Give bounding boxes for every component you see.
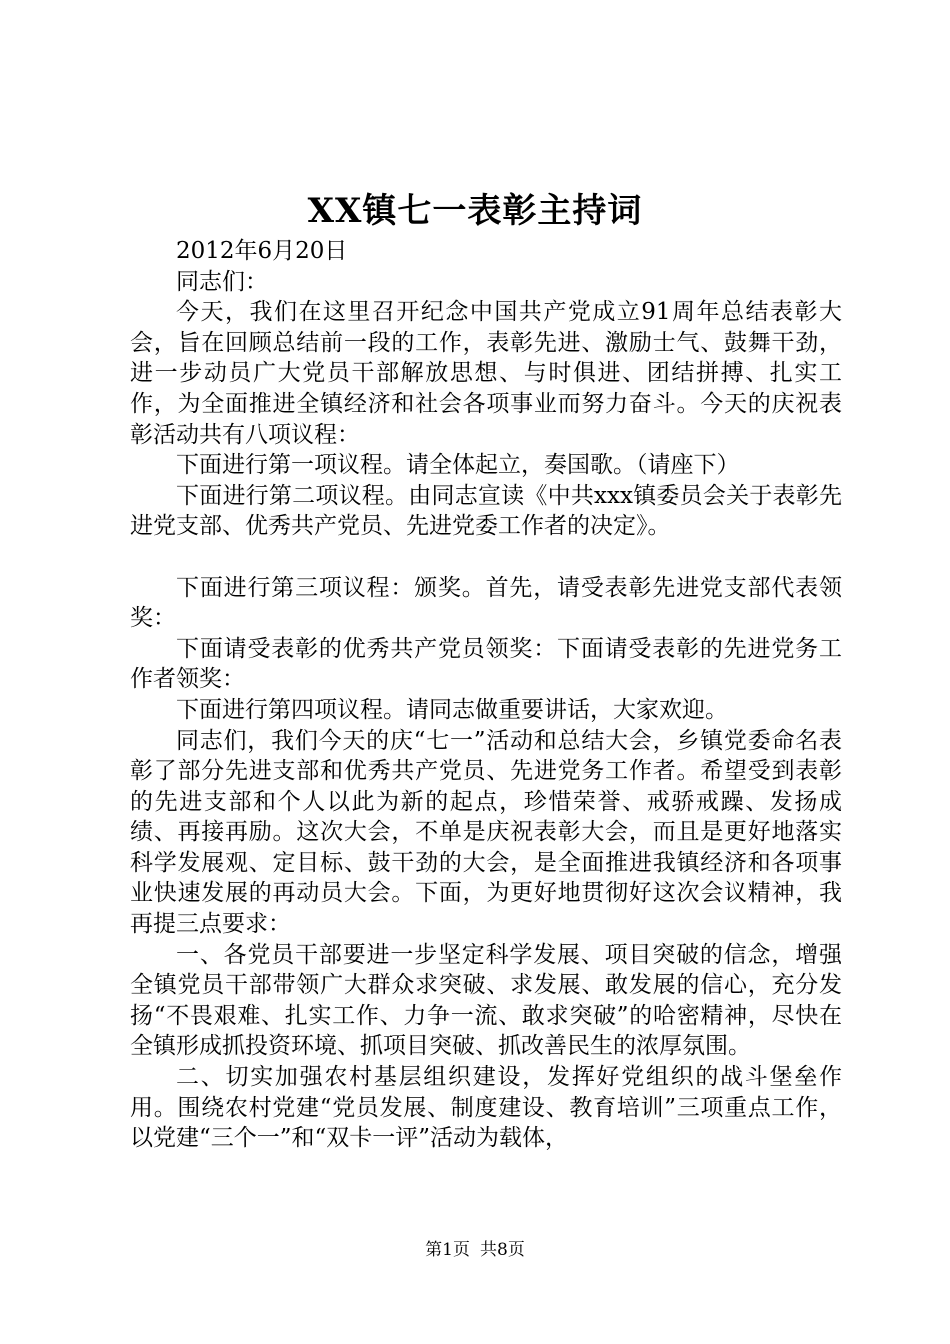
paragraph-requirement-2: 二、切实加强农村基层组织建设，发挥好党组织的战斗堡垒作用。围绕农村党建“党员发展、制度建设、教育培训”三项重点工作，以党建“三个一”和“双卡一评”活动为载体， [130, 1064, 842, 1152]
page-number: 第1页 [425, 1240, 470, 1260]
paragraph-agenda-4: 下面进行第四项议程。请同志做重要讲话，大家欢迎。 [176, 696, 728, 723]
paragraph-salutation: 同志们： [176, 268, 268, 295]
blank-line [130, 542, 842, 573]
paragraph-opening: 今天，我们在这里召开纪念中国共产党成立91周年总结表彰大会，旨在回顾总结前一段的工作，表彰先进、激励士气、鼓舞干劲，进一步动员广大党员干部解放思想、与时俱进、团结拼搏、扎实工作，为全面推进全镇经济和社会各项事业而努力奋斗。今天的庆祝表彰活动共有八项议程： [130, 299, 842, 448]
paragraph-awards: 下面请受表彰的优秀共产党员领奖：下面请受表彰的先进党务工作者领奖： [130, 635, 842, 693]
document-title: XX镇七一表彰主持词 [307, 191, 643, 231]
document-body [130, 236, 842, 1154]
paragraph-agenda-1: 下面进行第一项议程。请全体起立，奏国歌。（请座下） [176, 452, 740, 479]
paragraph-speech: 同志们，我们今天的庆“七一”活动和总结大会，乡镇党委命名表彰了部分先进支部和优秀共产党员、先进党务工作者。希望受到表彰的先进支部和个人以此为新的起点，珍惜荣誉、戒骄戒躁、发扬成绩、再接再励。这次大会，不单是庆祝表彰大会，而且是更好地落实科学发展观、定目标、鼓干劲的大会，是全面推进我镇经济和各项事业快速发展的再动员大会。下面，为更好地贯彻好这次会议精神，我再提三点要求： [130, 727, 842, 938]
paragraph-requirement-1: 一、各党员干部要进一步坚定科学发展、项目突破的信念，增强全镇党员干部带领广大群众求突破、求发展、敢发展的信心，充分发扬“不畏艰难、扎实工作、力争一流、敢求突破”的哈密精神，尽快在全镇形成抓投资环境、抓项目突破、抓改善民生的浓厚氛围。 [130, 941, 842, 1060]
paragraph-agenda-3: 下面进行第三项议程：颁奖。首先，请受表彰先进党支部代表领奖： [130, 574, 842, 632]
page-footer [0, 1238, 950, 1262]
document-date: 2012年6月20日 [176, 238, 348, 264]
paragraph-agenda-2: 下面进行第二项议程。由同志宣读《中共xxx镇委员会关于表彰先进党支部、优秀共产党员、先进党委工作者的决定》。 [130, 482, 842, 540]
page-total: 共8页 [480, 1240, 525, 1260]
